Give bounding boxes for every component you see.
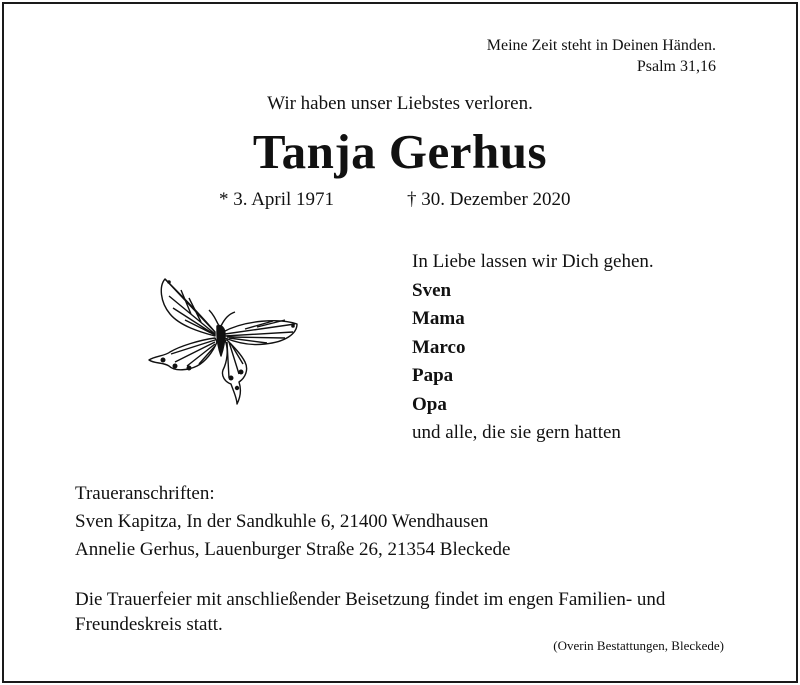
mourning-addresses: [75, 480, 510, 564]
birth-date: * 3. April 1971: [219, 189, 335, 210]
butterfly-icon: [145, 274, 305, 408]
family-member: Opa: [412, 393, 447, 415]
verse-text: Meine Zeit steht in Deinen Händen.: [486, 37, 716, 54]
family-closing: und alle, die sie gern hatten: [412, 422, 621, 443]
funeral-notice: [75, 587, 665, 637]
deceased-name: Tanja Gerhus: [252, 124, 548, 179]
intro-line: Wir haben unser Liebstes verloren.: [267, 93, 533, 114]
verse: [487, 35, 716, 77]
verse-reference: Psalm 31,16: [636, 58, 716, 75]
family-member: Papa: [412, 365, 454, 386]
address-line: Sven Kapitza, In der Sandkuhle 6, 21400 Wendhausen: [75, 511, 489, 532]
family-list: [412, 248, 654, 448]
address-line: Annelie Gerhus, Lauenburger Straße 26, 21354 Bleckede: [75, 539, 511, 560]
family-member: Mama: [412, 308, 465, 329]
family-member: Sven: [412, 279, 452, 301]
addresses-heading: Traueranschriften:: [75, 483, 215, 504]
death-date: † 30. Dezember 2020: [407, 189, 571, 210]
family-intro: In Liebe lassen wir Dich gehen.: [412, 251, 654, 272]
family-member: Marco: [412, 336, 466, 358]
notice-line: Die Trauerfeier mit anschließender Beisetzung findet im engen Familien- und: [75, 589, 666, 610]
notice-line: Freundeskreis statt.: [75, 614, 223, 635]
funeral-home-credit: (Overin Bestattungen, Bleckede): [553, 638, 724, 653]
